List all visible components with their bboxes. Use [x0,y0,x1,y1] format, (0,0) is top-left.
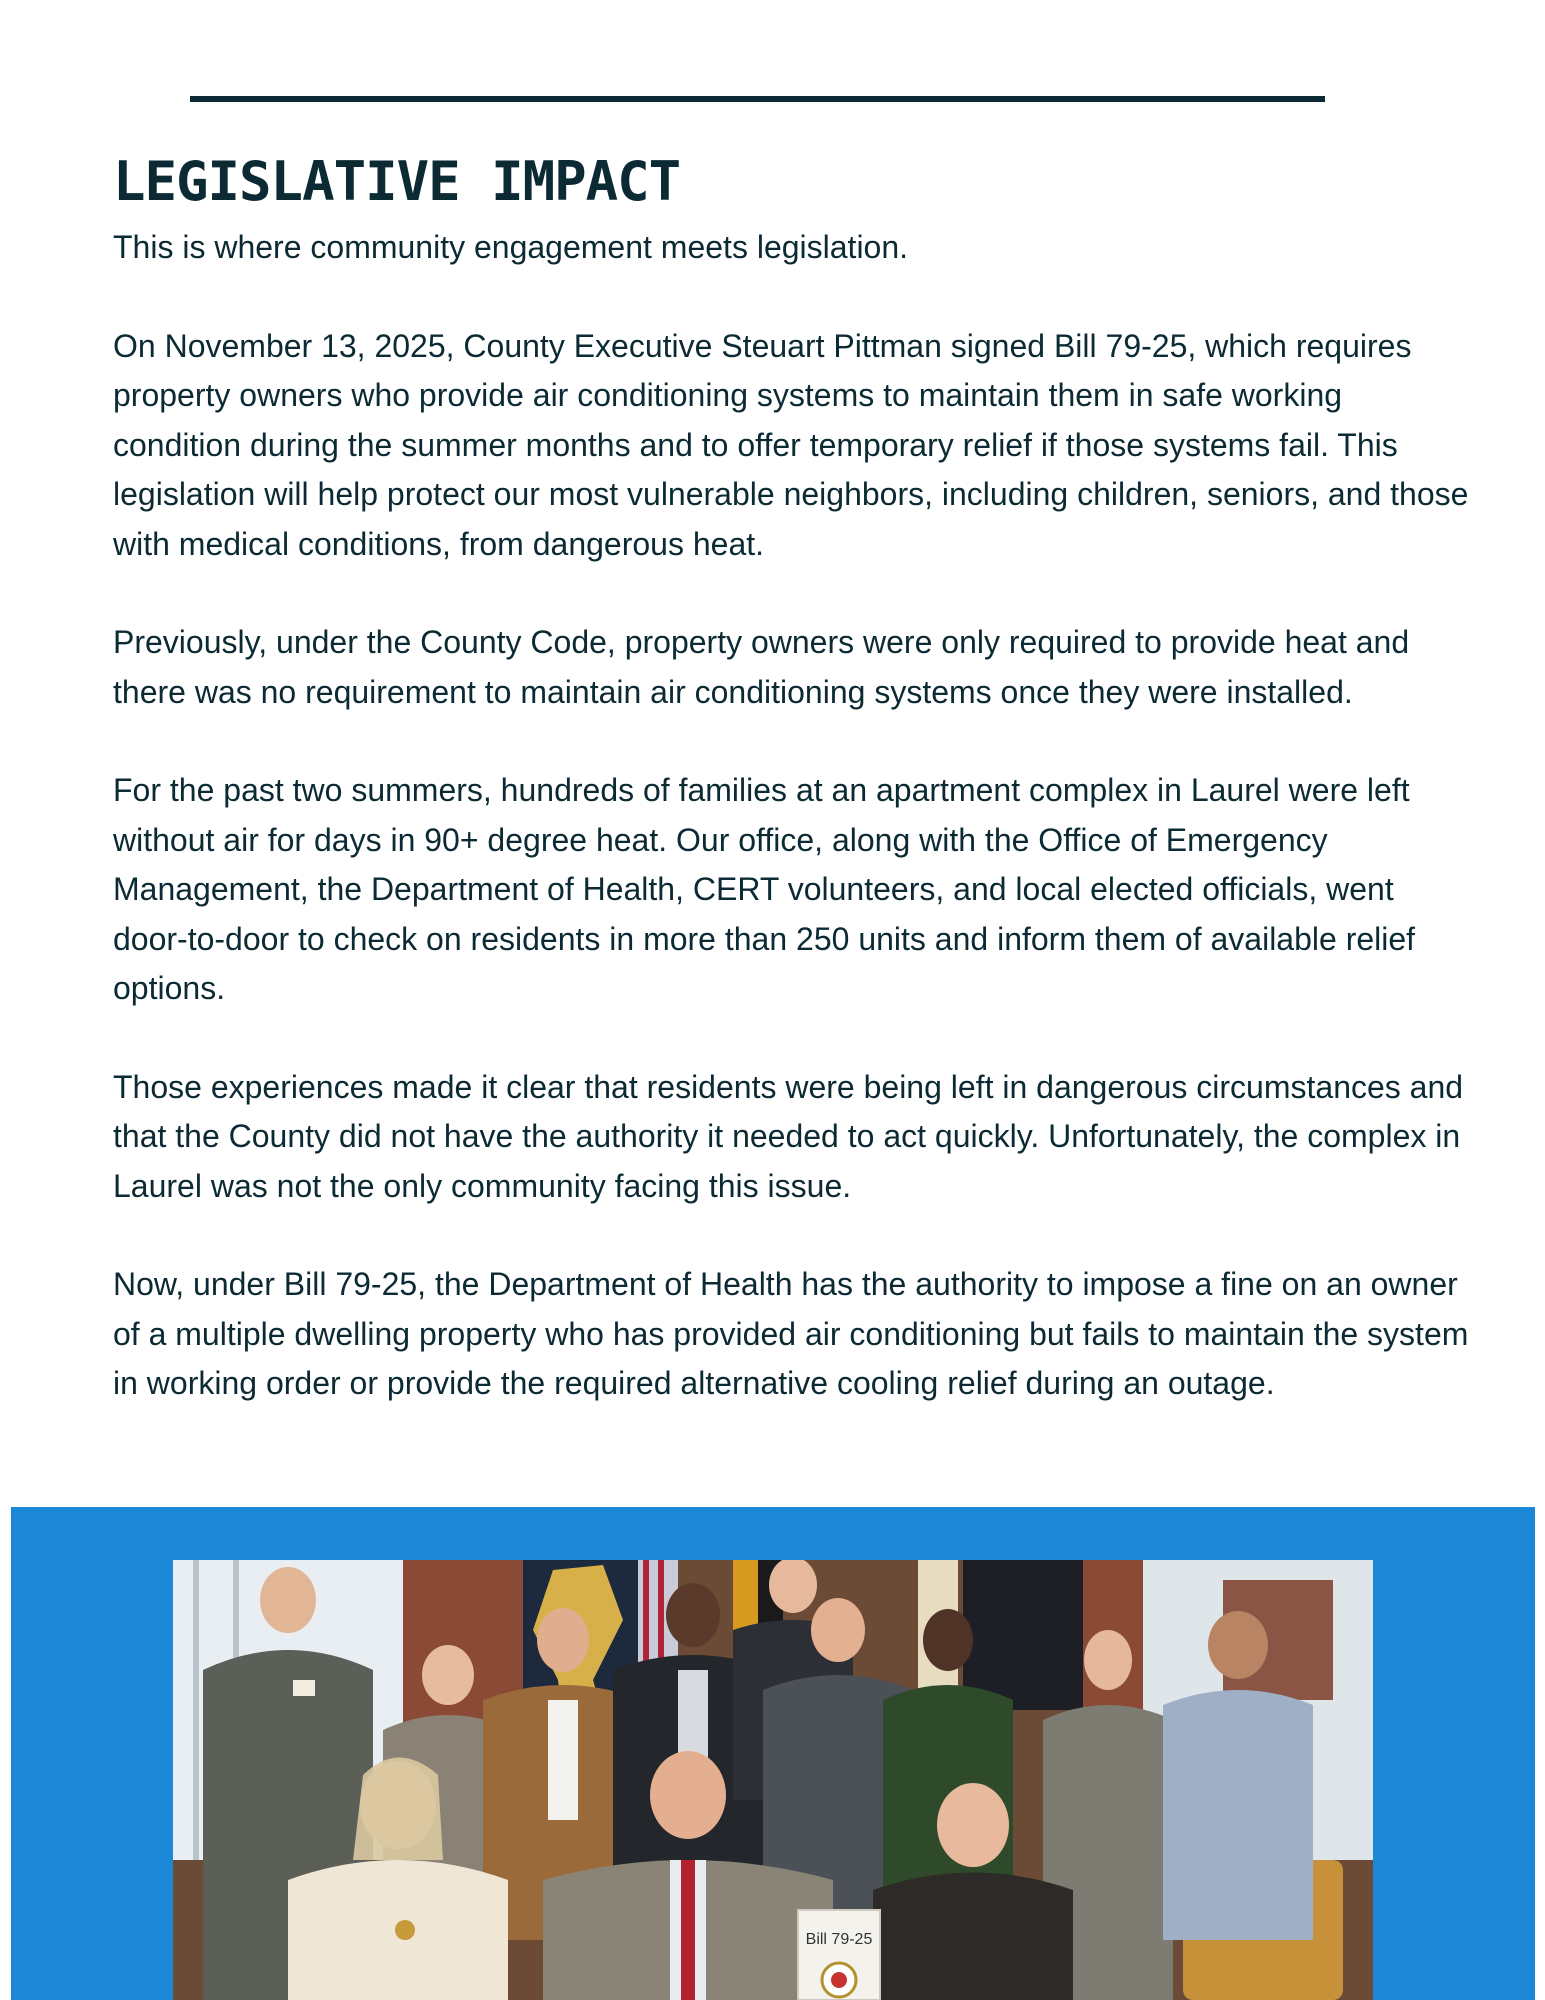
new-authority-paragraph: Now, under Bill 79-25, the Department of Health has the authority to impose a fine on an owner of a multiple dwelling property who has provided air conditioning but fails to maintain the system in working order or provide the required alternative cooling relief during an outage. [113,1266,1469,1401]
article-body [113,223,1473,1458]
section-title: LEGISLATIVE IMPACT [113,150,681,213]
laurel-outreach-paragraph: For the past two summers, hundreds of families at an apartment complex in Laurel were left without air for days in 90+ degree heat. Our office, along with the Office of Emergency Management, the Department of Health, CERT volunteers, and local elected officials, went door-to-door to check on residents in more than 250 units and inform them of available relief options. [113,772,1416,1006]
bill-signing-paragraph: On November 13, 2025, County Executive Steuart Pittman signed Bill 79-25, which requires property owners who provide air conditioning systems to maintain them in safe working condition during the summer months and to offer temporary relief if those systems fail. This legislation will help protect our most vulnerable neighbors, including children, seniors, and those with medical conditions, from dangerous heat. [113,327,1469,562]
intro-paragraph: This is where community engagement meets legislation. [113,229,909,265]
lessons-paragraph: Those experiences made it clear that residents were being left in dangerous circumstances and that the County did not have the authority it needed to act quickly. Unfortunately, the complex in Laurel was not the only community facing this issue. [113,1068,1464,1204]
bill-signing-group-photo [173,1560,1373,2000]
previous-code-paragraph: Previously, under the County Code, property owners were only required to provide heat and there was no requirement to maintain air conditioning systems once they were installed. [113,624,1410,710]
bill-sign-label: Bill 79-25 [805,1931,873,1948]
top-divider-rule [190,96,1325,102]
